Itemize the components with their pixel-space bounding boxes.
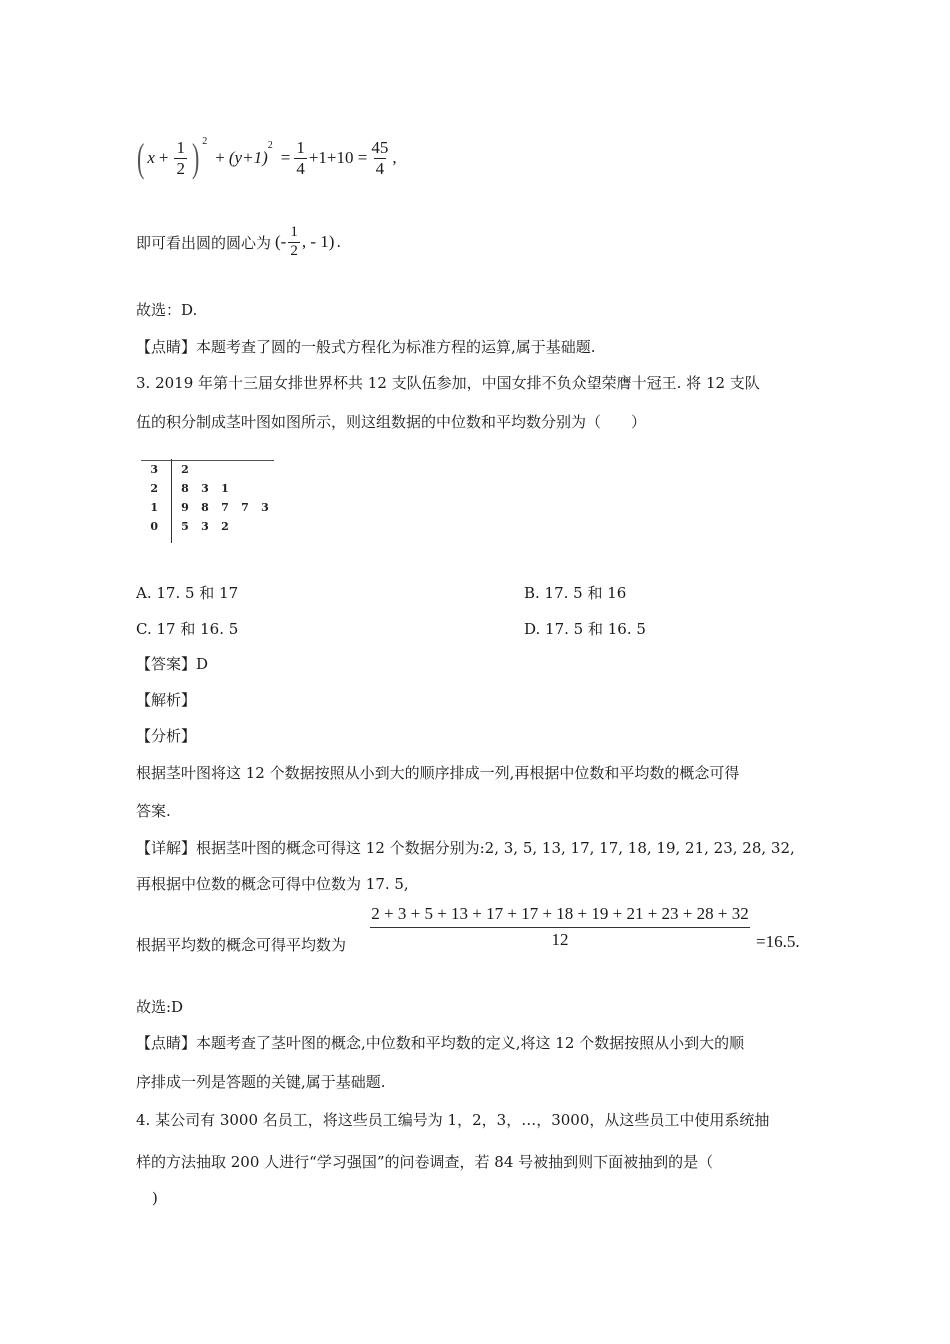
option-b[interactable]: B. 17. 5 和 16 — [524, 584, 627, 602]
q3-mean-denominator: 12 — [370, 927, 750, 950]
q3-mean-result-value: =16.5 — [756, 932, 796, 951]
eq-quarter-num: 1 — [296, 137, 305, 157]
eq-square: 2 — [202, 136, 208, 147]
eq-quarter-fraction — [294, 138, 307, 178]
right-paren: ) — [191, 135, 200, 180]
eq-plus2: + — [215, 148, 225, 167]
stemleaf-stem: 1 — [150, 501, 158, 514]
equation-circle-standard-form — [134, 130, 397, 186]
stemleaf-stem: 2 — [150, 482, 158, 495]
q3-fenxi-line2: 答案. — [136, 802, 171, 820]
eq-half-den: 2 — [176, 158, 185, 178]
stemleaf-stem: 3 — [150, 463, 158, 476]
q3-jiexi: 【解析】 — [136, 691, 197, 709]
eq-result-den: 4 — [375, 158, 385, 178]
option-d[interactable]: D. 17. 5 和 16. 5 — [524, 620, 646, 638]
stemleaf-leaf: 3 — [201, 520, 209, 533]
eq-result-fraction — [369, 138, 390, 178]
q3-detail-line2: 再根据中位数的概念可得中位数为 17. 5, — [136, 875, 409, 893]
q2-comment: 【点睛】本题考查了圆的一般式方程化为标准方程的运算,属于基础题. — [136, 338, 596, 356]
stemleaf-leaf: 3 — [201, 482, 209, 495]
q3-fenxi: 【分析】 — [136, 727, 197, 745]
eq-square2: 2 — [267, 140, 273, 151]
q3-comment-line1: 【点睛】本题考查了茎叶图的概念,中位数和平均数的定义,将这 12 个数据按照从小到大的顺 — [136, 1034, 745, 1052]
q3-mean-numerator: 2 + 3 + 5 + 13 + 17 + 17 + 18 + 19 + 21 + 23 + 28 + 32 — [371, 904, 749, 923]
left-paren: ( — [136, 135, 145, 180]
center-open: (- — [275, 232, 287, 251]
q3-detail-line1: 【详解】根据茎叶图的概念可得这 12 个数据分别为:2, 3, 5, 13, 17, 17, 18, 19, 21, 23, 28, 32, — [136, 839, 795, 857]
q3-comment-line2: 序排成一列是答题的关键,属于基础题. — [136, 1073, 386, 1091]
eq-equals: = — [280, 148, 291, 167]
eq-result-num: 45 — [371, 137, 389, 157]
center-den: 2 — [290, 242, 298, 259]
stemleaf-leaf: 2 — [221, 520, 229, 533]
q4-line1: 4. 某公司有 3000 名员工，将这些员工编号为 1，2，3，…，3000，从这些员工中使用系统抽 — [136, 1111, 770, 1129]
eq-rest: +1+10 = — [308, 148, 368, 167]
q2-select: 故选：D. — [136, 301, 198, 319]
q3-fenxi-line1: 根据茎叶图将这 12 个数据按照从小到大的顺序排成一列,再根据中位数和平均数的概念可得 — [136, 764, 740, 782]
stemleaf-leaf: 9 — [181, 501, 189, 514]
center-text: 即可看出圆的圆心为 — [136, 233, 272, 252]
stemleaf-stem: 0 — [150, 520, 158, 533]
q3-select: 故选:D — [136, 998, 184, 1016]
eq-half-fraction — [174, 138, 187, 178]
center-period: . — [336, 233, 342, 251]
option-c[interactable]: C. 17 和 16. 5 — [136, 620, 239, 638]
center-statement — [136, 222, 341, 262]
eq-quarter-den: 4 — [296, 158, 305, 178]
stemleaf-leaf: 7 — [241, 501, 249, 514]
q3-mean-fraction — [370, 904, 750, 950]
stemleaf-leaf: 7 — [221, 501, 229, 514]
q3-line2: 伍的积分制成茎叶图如图所示，则这组数据的中位数和平均数分别为（ ） — [136, 413, 647, 431]
eq-half-num: 1 — [176, 137, 185, 157]
q3-answer: 【答案】D — [136, 655, 209, 673]
stemleaf-leaf: 2 — [181, 463, 189, 476]
eq-x: x — [147, 148, 155, 167]
stemleaf-leaf: 3 — [261, 501, 269, 514]
eq-plus: + — [158, 148, 169, 167]
eq-y-term: (y+1) — [228, 148, 268, 167]
center-fraction — [288, 224, 300, 260]
stemleaf-leaf: 8 — [181, 482, 189, 495]
q3-mean-prefix: 根据平均数的概念可得平均数为 — [136, 936, 347, 954]
q4-line2: 样的方法抽取 200 人进行“学习强国”的问卷调查，若 84 号被抽到则下面被抽到的是（ — [136, 1153, 714, 1171]
stem-leaf-plot — [140, 457, 280, 545]
option-a[interactable]: A. 17. 5 和 17 — [136, 584, 239, 602]
center-num: 1 — [290, 224, 298, 241]
q3-line1: 3. 2019 年第十三届女排世界杯共 12 支队伍参加，中国女排不负众望荣膺十冠王. 将 12 支队 — [136, 374, 760, 392]
stemleaf-leaf: 8 — [201, 501, 209, 514]
q3-mean-period: . — [795, 932, 800, 951]
q4-line3: ) — [152, 1189, 158, 1207]
center-close: , - 1) — [301, 232, 335, 251]
eq-comma: , — [392, 148, 397, 167]
stemleaf-leaf: 1 — [221, 482, 229, 495]
q3-mean-result — [756, 932, 800, 952]
stemleaf-leaf: 5 — [181, 520, 189, 533]
